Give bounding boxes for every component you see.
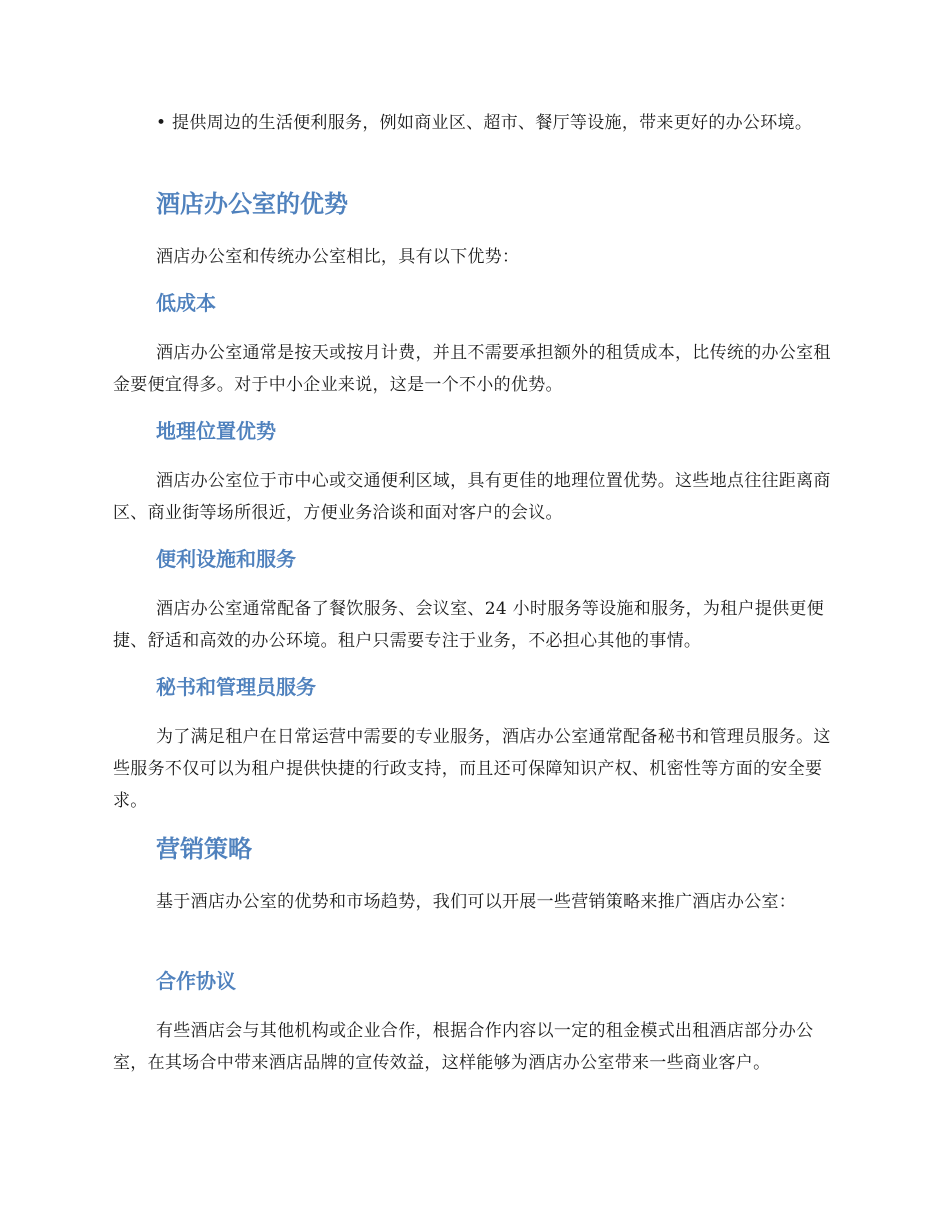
facilities-paragraph: 酒店办公室通常配备了餐饮服务、会议室、24 小时服务等设施和服务，为租户提供更便捷、舒适和高效的办公环境。租户只需要专注于业务，不必担心其他的事情。 <box>113 599 825 651</box>
section-heading-marketing: 营销策略 <box>156 835 252 863</box>
advantages-intro: 酒店办公室和传统办公室相比，具有以下优势： <box>156 247 520 267</box>
secretary-paragraph: 为了满足租户在日常运营中需要的专业服务，酒店办公室通常配备秘书和管理员服务。这些服务不仅可以为租户提供快捷的行政支持，而且还可保障知识产权、机密性等方面的安全要求。 <box>113 727 831 811</box>
marketing-intro: 基于酒店办公室的优势和市场趋势，我们可以开展一些营销策略来推广酒店办公室： <box>156 892 797 912</box>
subheading-low-cost: 低成本 <box>156 291 216 315</box>
location-paragraph: 酒店办公室位于市中心或交通便利区域，具有更佳的地理位置优势。这些地点往往距离商区、商业街等场所很近，方便业务洽谈和面对客户的会议。 <box>113 471 831 523</box>
subheading-secretary: 秘书和管理员服务 <box>156 675 316 699</box>
subheading-cooperation: 合作协议 <box>156 969 236 993</box>
section-heading-advantages: 酒店办公室的优势 <box>156 190 348 218</box>
subheading-facilities: 便利设施和服务 <box>156 547 296 571</box>
cooperation-paragraph: 有些酒店会与其他机构或企业合作，根据合作内容以一定的租金模式出租酒店部分办公室，在其场合中带来酒店品牌的宣传效益，这样能够为酒店办公室带来一些商业客户。 <box>113 1021 814 1073</box>
subheading-location: 地理位置优势 <box>156 419 276 443</box>
low-cost-paragraph: 酒店办公室通常是按天或按月计费，并且不需要承担额外的租赁成本，比传统的办公室租金要便宜得多。对于中小企业来说，这是一个不小的优势。 <box>113 343 831 395</box>
bullet-item: • 提供周边的生活便利服务，例如商业区、超市、餐厅等设施，带来更好的办公环境。 <box>156 113 813 133</box>
